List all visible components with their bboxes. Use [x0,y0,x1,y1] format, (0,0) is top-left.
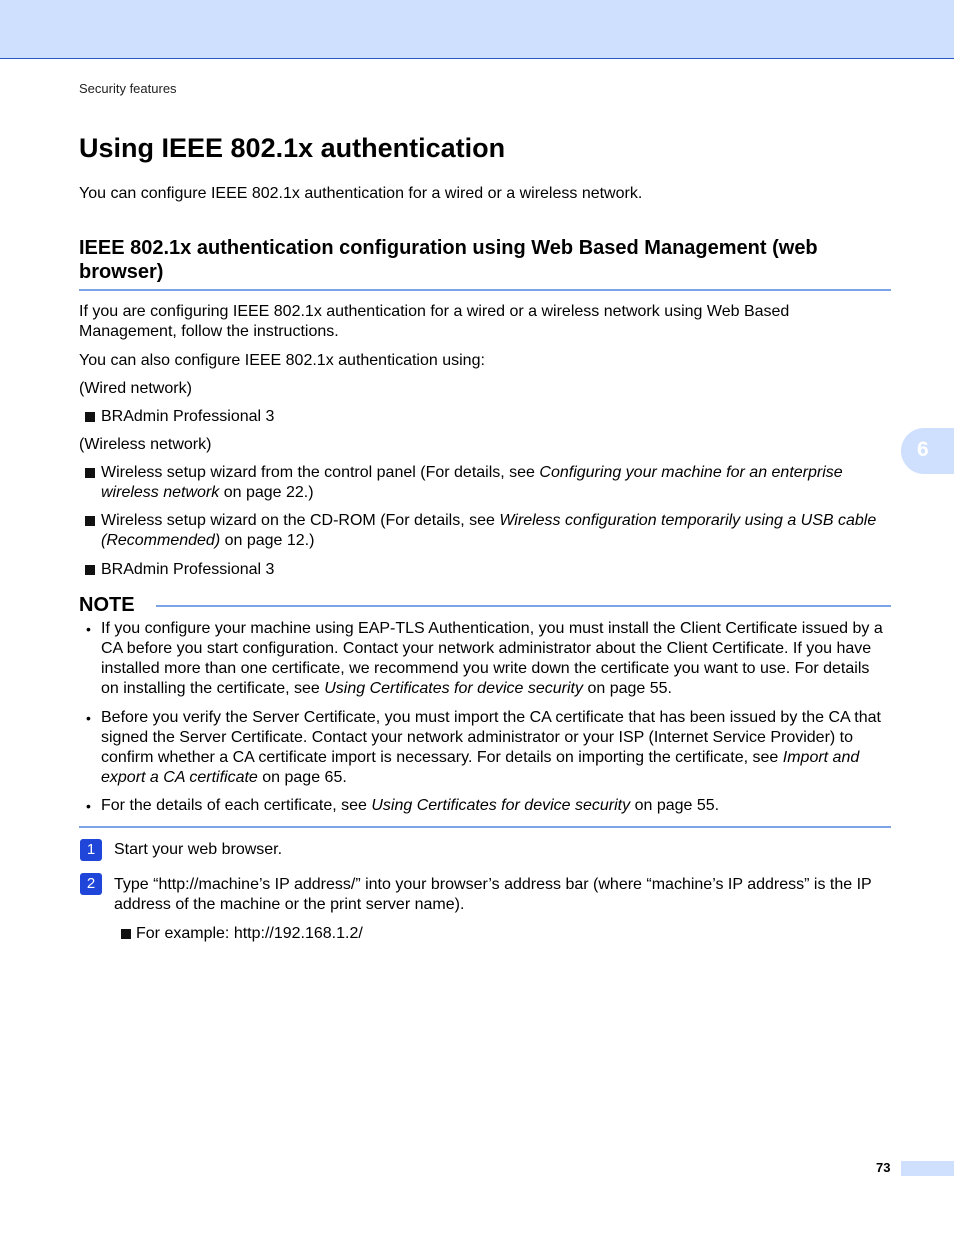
bullet-square [85,468,95,478]
intro-paragraph: You can configure IEEE 802.1x authentication for a wired or a wireless network. [79,185,643,202]
cross-reference[interactable]: Wireless configuration temporarily using a USB cable (Recommended) [101,512,877,549]
chapter-tab: 6 [901,428,954,474]
section-rule [79,289,891,291]
step-number-2: 2 [80,873,102,895]
cross-reference[interactable]: Import and export a CA certificate [101,749,860,786]
cross-reference[interactable]: Using Certificates for device security [324,680,583,697]
page-title: Using IEEE 802.1x authentication [79,133,506,163]
wireless-label: (Wireless network) [79,436,212,453]
note-bullet: • [86,798,91,814]
step-number-1: 1 [80,839,102,861]
wired-label: (Wired network) [79,380,192,397]
bullet-square [85,565,95,575]
cross-reference[interactable]: Configuring your machine for an enterprise wireless network [101,464,843,501]
bullet-square [85,516,95,526]
note-end-rule [79,826,891,828]
note-bullet: • [86,621,91,637]
page-number: 73 [876,1160,891,1175]
step-text-2: Type “http://machine’s IP address/” into your browser’s address bar (where “machine’s IP address” is the IP address of the machine or the print server name). [114,876,872,913]
running-header: Security features [79,81,177,96]
wireless-item-2: Wireless setup wizard on the CD-ROM (For details, see Wireless configuration temporarily using a USB cable (Recommended) on page 12.) [101,512,877,549]
step-text-1: Start your web browser. [114,841,283,858]
section-heading: IEEE 802.1x authentication configuration using Web Based Management (web browser) [79,237,818,283]
bullet-square [85,412,95,422]
wired-item: BRAdmin Professional 3 [101,408,275,425]
section-paragraph-2: You can also configure IEEE 802.1x authentication using: [79,352,485,369]
note-item-3: For the details of each certificate, see Using Certificates for device security on page 55. [101,797,720,814]
cross-reference[interactable]: Using Certificates for device security [371,797,631,814]
note-rule [156,605,891,607]
wireless-item-1: Wireless setup wizard from the control panel (For details, see Configuring your machine for an enterprise wireless network on page 22.) [101,464,843,501]
section-paragraph-1: If you are configuring IEEE 802.1x authentication for a wired or a wireless network using Web Based Management, follow the instructions. [79,303,790,340]
note-item-1: If you configure your machine using EAP-TLS Authentication, you must install the Client Certificate issued by a CA before you start configuration. Contact your network administrator about the Client Certificate. If you have installed more than one certificate, we recommend you write down the certificate you want to use. For details on installing the certificate, see Using Certificates for device security on page 55. [101,620,883,697]
bullet-square [121,929,131,939]
note-item-2: Before you verify the Server Certificate, you must import the CA certificate that has been issued by the CA that signed the Server Certificate. Contact your network administrator or your ISP (Internet Service Provider) to confirm whether a CA certificate import is necessary. For details on importing the certificate, see Import and export a CA certificate on page 65. [101,709,881,786]
note-title: NOTE [79,594,135,616]
example-item: For example: http://192.168.1.2/ [136,925,363,942]
wireless-item-3: BRAdmin Professional 3 [101,561,275,578]
page-tab [901,1161,954,1176]
note-bullet: • [86,710,91,726]
header-bar [0,0,954,59]
